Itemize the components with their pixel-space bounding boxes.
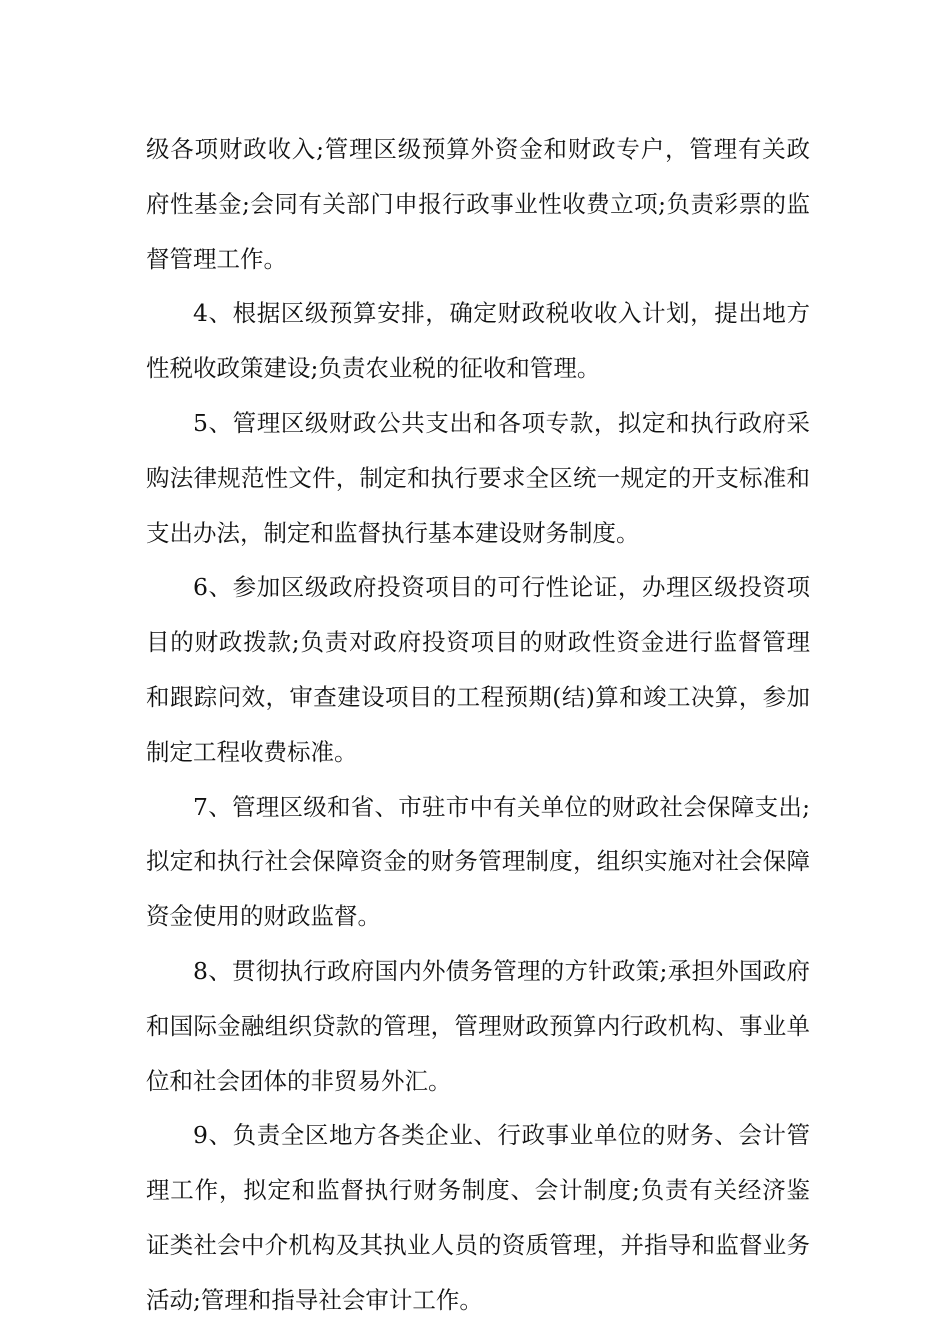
document-body bbox=[146, 122, 810, 1328]
paragraph-continued: 级各项财政收入;管理区级预算外资金和财政专户，管理有关政府性基金;会同有关部门申报行政事业性收费立项;负责彩票的监督管理工作。 bbox=[146, 135, 810, 273]
paragraph-item-4: 4、根据区级预算安排，确定财政税收收入计划，提出地方性税收政策建设;负责农业税的征收和管理。 bbox=[146, 299, 810, 383]
paragraph-item-8: 8、贯彻执行政府国内外债务管理的方针政策;承担外国政府和国际金融组织贷款的管理，管理财政预算内行政机构、事业单位和社会团体的非贸易外汇。 bbox=[146, 956, 810, 1095]
paragraph-item-5: 5、管理区级财政公共支出和各项专款，拟定和执行政府采购法律规范性文件，制定和执行要求全区统一规定的开支标准和支出办法，制定和监督执行基本建设财务制度。 bbox=[146, 408, 810, 547]
paragraph-item-6: 6、参加区级政府投资项目的可行性论证，办理区级投资项目的财政拨款;负责对政府投资项目的财政性资金进行监督管理和跟踪问效，审查建设项目的工程预期(结)算和竣工决算，参加制定工程收费标准。 bbox=[146, 573, 810, 766]
paragraph-item-9: 9、负责全区地方各类企业、行政事业单位的财务、会计管理工作，拟定和监督执行财务制度、会计制度;负责有关经济鉴证类社会中介机构及其执业人员的资质管理，并指导和监督业务活动;管理和指导社会审计工作。 bbox=[146, 1121, 810, 1314]
paragraph-item-7: 7、管理区级和省、市驻市中有关单位的财政社会保障支出;拟定和执行社会保障资金的财务管理制度，组织实施对社会保障资金使用的财政监督。 bbox=[146, 792, 810, 931]
